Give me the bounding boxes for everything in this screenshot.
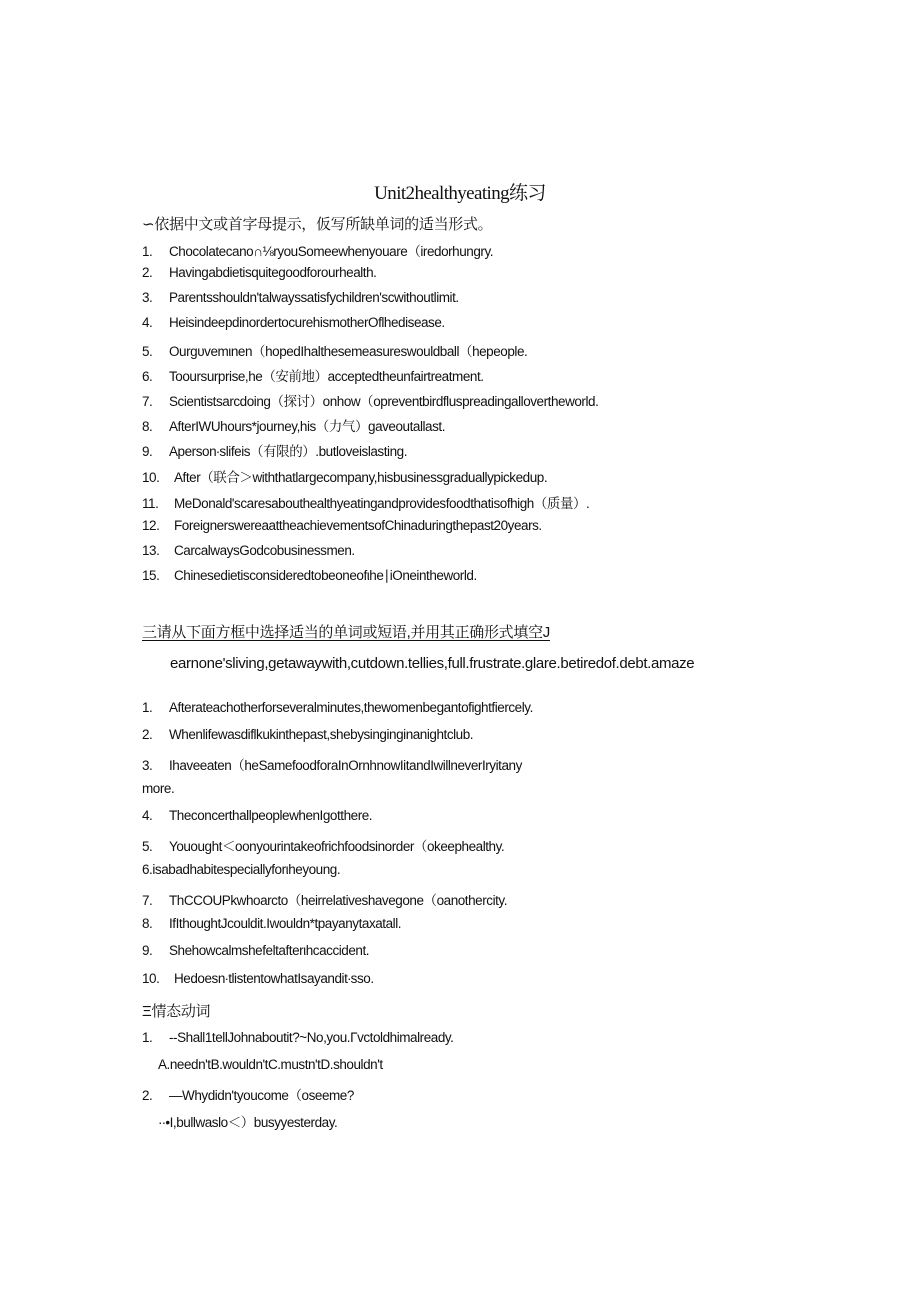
item-number: 2. (142, 265, 153, 280)
item-text: TheconcerthallpeoplewhenIgotthere. (169, 808, 373, 823)
item-number: 13. (142, 543, 160, 558)
exercise-line (142, 700, 533, 715)
exercise-line (142, 265, 376, 280)
item-text: Afterateachotherforseveralminutes,thewomenbegantofightfiercely. (169, 700, 533, 715)
item-text: ForeignerswereaattheachievementsofChinaduringthepast20years. (174, 518, 542, 533)
page-title: Unit2healthyeating练习 (374, 183, 546, 204)
item-number: 9. (142, 444, 153, 459)
exercise-line (142, 315, 445, 330)
item-text: Shehowcalmshefeltafterιhcaccident. (169, 943, 370, 958)
item-number: 10. (142, 971, 160, 986)
item-number: 1. (142, 244, 153, 259)
item-text: —Whydidn'tyoucome（oseeme? (169, 1088, 354, 1103)
item-text: Chinesedietisconsideredtobeoneofιhe∣iOneintheworld. (174, 568, 477, 583)
item-text: Youought＜oonyourintakeofrichfoodsinorder（okeephealthy. (169, 839, 505, 854)
exercise-line (142, 340, 527, 360)
item-number: 15. (142, 568, 160, 583)
exercise-line (142, 466, 547, 486)
section2-heading: 三请从下面方框中选择适当的单词或短语,并用其正确形式填空J (142, 624, 550, 641)
exercise-line (142, 543, 355, 558)
exercise-line (142, 568, 477, 584)
item-text: Aperson∙slifeis（有限的）.butloveislasting. (169, 444, 407, 459)
exercise-line (142, 889, 507, 909)
item-text: CarcalwaysGodcobusinessmen. (174, 543, 355, 558)
item-text: more. (142, 781, 175, 796)
item-text: Parentsshouldn'talwayssatisfychildren'scwithoutlimit. (169, 290, 459, 305)
answer-options: A.needn'tB.wouldn'tC.mustn'tD.shouldn't (158, 1057, 383, 1072)
item-text: ThCCOUPkwhoarcto（heirrelativeshavegone（oanothercity. (169, 893, 508, 908)
item-text: MeDonald'scaresabouthealthyeatingandprovidesfoodthatisofhigh（质量）. (174, 496, 590, 511)
item-text: AfterIWUhours*journey,his（力气）gaveoutallast. (169, 419, 446, 434)
item-text: Ihaveeaten（heSamefoodforaInOrnhnowIitandIwillneverIryitany (169, 758, 522, 773)
item-number: 2. (142, 727, 153, 742)
item-text: Whenlifewasdiflkukinthepast,shebysinginginanightclub. (169, 727, 474, 742)
item-number: 2. (142, 1088, 153, 1103)
dialogue-reply: ·∙•I,bullwaslo＜）busyyesterday. (158, 1115, 338, 1130)
section3-heading: Ξ情态动词 (142, 1003, 211, 1020)
item-text: Scientistsarcdoing（探讨）onhow（opreventbirdfluspreadingallovertheworld. (169, 394, 599, 409)
item-text: 6.isabadhabitespeciallyforιheyoung. (142, 862, 341, 877)
item-number: 5. (142, 344, 153, 359)
exercise-line (142, 916, 401, 931)
exercise-line (142, 781, 174, 796)
exercise-line (142, 835, 504, 855)
item-number: 1. (142, 700, 153, 715)
exercise-line (142, 754, 522, 774)
item-number: 4. (142, 808, 153, 823)
item-text: Tooursurprise,he（安前地）acceptedtheunfairtreatment. (169, 369, 484, 384)
item-number: 5. (142, 839, 153, 854)
exercise-line (142, 518, 542, 533)
exercise-line (142, 390, 598, 410)
exercise-line (142, 971, 374, 986)
exercise-line (142, 492, 589, 512)
item-number: 11. (142, 496, 159, 511)
exercise-line (142, 808, 372, 823)
item-text: HeisindeepdinordertocurehismotherOflhedisease. (169, 315, 445, 330)
exercise-line (142, 862, 340, 877)
exercise-line (142, 440, 407, 460)
item-number: 10. (142, 470, 160, 485)
exercise-line (142, 290, 459, 305)
item-number: 6. (142, 369, 153, 384)
item-text: Havingabdietisquitegoodforourhealth. (169, 265, 377, 280)
exercise-line (142, 727, 473, 742)
item-text: IfIthoughtJcouldit.Iwouldn*tpayanytaxatall. (169, 916, 402, 931)
section1-heading: ∽依据中文或首字母提示，仮写所缺单词的适当形式。 (142, 216, 493, 233)
word-bank: earnone'sliving,getawaywith,cutdown.tellies,full.frustrate.glare.betiredof.debt.amaze (170, 655, 695, 672)
exercise-line (142, 415, 445, 435)
item-number: 9. (142, 943, 153, 958)
item-number: 3. (142, 758, 153, 773)
item-text: Ourgυvemιnen（hopedΙhalthesemeasureswouldball（hepeople. (169, 344, 528, 359)
exercise-line (142, 943, 369, 958)
item-text: Hedoesn∙tlistentowhatIsayandit∙sso. (174, 971, 374, 986)
exercise-line (142, 240, 493, 260)
item-number: 7. (142, 893, 153, 908)
item-number: 12. (142, 518, 160, 533)
item-number: 1. (142, 1030, 153, 1045)
exercise-line (142, 365, 484, 385)
item-text: --Shall1tellJohnaboutit?~No,you.Γvctoldhimalready. (169, 1030, 454, 1045)
item-number: 4. (142, 315, 153, 330)
item-number: 8. (142, 916, 153, 931)
item-text: Chocolatecano∩⅛ryouSomeewhenyouare（iredorhungry. (169, 244, 494, 259)
exercise-line (142, 1030, 453, 1045)
item-number: 7. (142, 394, 153, 409)
item-text: After（联合＞withthatlargecompany,hisbusinessgraduallypickedup. (174, 470, 548, 485)
item-number: 8. (142, 419, 153, 434)
exercise-line (142, 1084, 354, 1104)
item-number: 3. (142, 290, 153, 305)
